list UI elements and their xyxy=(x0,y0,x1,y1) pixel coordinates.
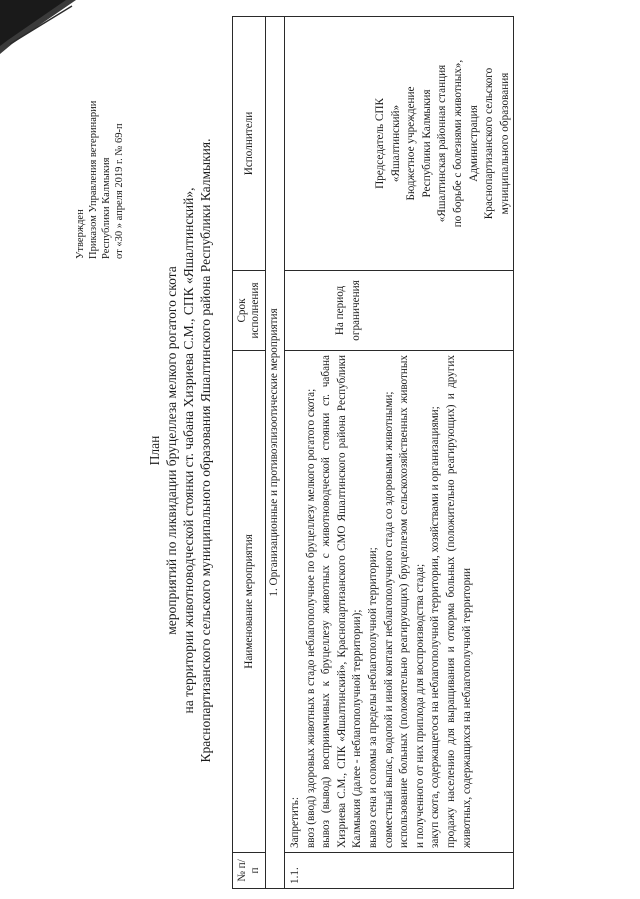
title-line: Краснопартизанского сельского муниципального образования Яшалтинского района Республики Калмыкия. xyxy=(198,138,213,763)
measure-item: Запретить: xyxy=(289,797,301,848)
table-row xyxy=(285,17,514,889)
approval-line: Утвержден xyxy=(75,209,86,259)
measures-table xyxy=(232,16,514,889)
header-name: Наименование мероприятия xyxy=(233,351,266,853)
section-row xyxy=(266,17,285,889)
term-cell: На период ограничения xyxy=(285,271,514,351)
title-line: на территории животноводческой стоянки ст. чабана Хизриева С.М., СПК «Яшалтинский», xyxy=(181,187,196,714)
executor-line: Республики Калмыкия xyxy=(420,89,433,198)
approval-block xyxy=(74,9,126,259)
executors-cell xyxy=(285,17,514,271)
document-title xyxy=(146,12,214,889)
title-line: План xyxy=(147,435,162,466)
section-title: 1. Организационные и противоэпизоотические мероприятия xyxy=(266,17,285,889)
header-executors: Исполнители xyxy=(233,17,266,271)
executor-line: Председатель СПК xyxy=(374,98,386,189)
header-term: Срок исполнения xyxy=(233,271,266,351)
executor-line: «Яшалтинский» xyxy=(389,104,402,183)
measure-item: закуп скота, содержащегося на неблагополучной территории, хозяйствами и организациями; xyxy=(429,406,442,848)
title-line: мероприятий по ликвидации бруцеллеза мелкого рогатого скота xyxy=(164,266,179,635)
executor-line: «Яшалтинская районная станция xyxy=(436,64,449,223)
executor-line: Краснопартизанского сельского xyxy=(483,67,496,220)
header-num: № п/п xyxy=(233,853,266,889)
approval-line: от «30 » апреля 2019 г. № 69-п xyxy=(114,123,125,259)
measure-item: использование больных (положительно реагирующих) бруцеллезом сельскохозяйственных животных и полученного от них приплода для воспроизводства стада; xyxy=(398,355,426,848)
measure-item: вывоз (вывод) восприимчивых к бруцеллезу животных с животноводческой стоянки ст. чабана Хизриева С.М., СПК «Яшалтинский», Краснопартизанского СМО Яшалтинского района Республики Калмыкия (далее - неблагополучной территории); xyxy=(320,355,364,848)
table-header-row xyxy=(233,17,266,889)
executor-line: по борьбе с болезнями животных», xyxy=(451,59,464,228)
executor-line: муниципального образования xyxy=(498,72,511,215)
measure-item: совместный выпас, водопой и иной контакт неблагополучного стада со здоровыми животными; xyxy=(382,391,395,848)
executor-line: Бюджетное учреждение xyxy=(405,86,418,201)
approval-line: Приказом Управления ветеринарии xyxy=(88,100,99,259)
measure-item: продажу населению для выращивания и откорма больных (положительно реагирующих) и других животных, содержащихся на неблагополучной территории xyxy=(444,355,473,848)
executor-line: Администрация xyxy=(467,105,480,182)
row-number: 1.1. xyxy=(285,853,514,889)
measure-item: ввоз (ввод) здоровых животных в стадо неблагополучное по бруцеллезу мелкого рогатого скота; xyxy=(304,388,317,848)
measures-cell xyxy=(285,351,514,853)
measure-item: вывоз сена и соломы за пределы неблагополучной территории; xyxy=(366,547,379,848)
approval-line: Республики Калмыкия xyxy=(101,157,112,259)
